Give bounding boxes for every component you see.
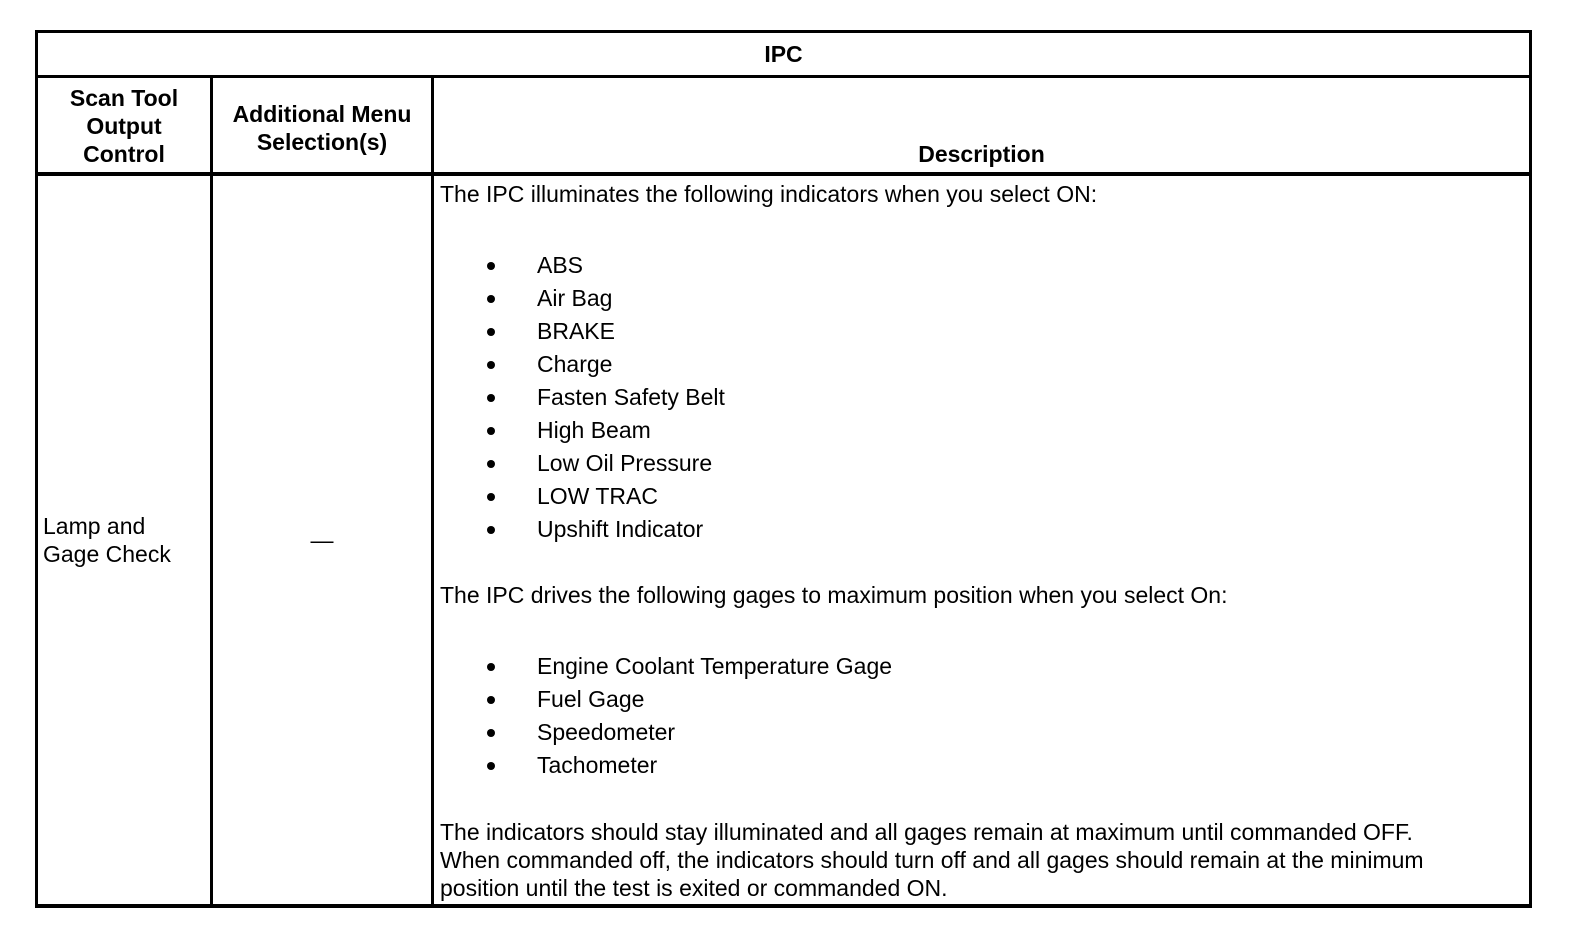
bullet-icon <box>487 361 495 369</box>
bullet-icon <box>487 295 495 303</box>
list-item: Speedometer <box>434 716 892 749</box>
list-item: Fuel Gage <box>434 683 892 716</box>
bullet-icon <box>487 526 495 534</box>
list-item: High Beam <box>434 414 725 447</box>
bullet-icon <box>487 262 495 270</box>
bullet-icon <box>487 394 495 402</box>
list-item: LOW TRAC <box>434 480 725 513</box>
table-title: IPC <box>38 33 1529 78</box>
ipc-table <box>35 30 1532 908</box>
header-scan-tool-output-control: Scan Tool Output Control <box>69 85 179 167</box>
indicators-intro: The IPC illuminates the following indicators when you select ON: <box>440 181 1098 207</box>
closing-paragraph: The indicators should stay illuminated and all gages remain at maximum until commanded OFF. When commanded off, the indicators should turn off and all gages should remain at the minimum position until the test is exited or commanded ON. <box>440 819 1424 901</box>
list-item: Tachometer <box>434 749 892 782</box>
list-item: Air Bag <box>434 282 725 315</box>
gage-list <box>434 650 892 782</box>
bullet-icon <box>487 696 495 704</box>
bullet-icon <box>487 493 495 501</box>
bullet-icon <box>487 762 495 770</box>
gages-intro: The IPC drives the following gages to maximum position when you select On: <box>440 582 1228 608</box>
menu-selection-cell: — <box>310 526 334 553</box>
list-item: Fasten Safety Belt <box>434 381 725 414</box>
bullet-icon <box>487 328 495 336</box>
list-item: Low Oil Pressure <box>434 447 725 480</box>
bullet-icon <box>487 729 495 737</box>
bullet-icon <box>487 427 495 435</box>
indicator-list <box>434 249 725 546</box>
list-item: ABS <box>434 249 725 282</box>
header-additional-menu-selections: Additional Menu Selection(s) <box>232 101 412 155</box>
control-cell: Lamp and Gage Check <box>43 513 171 567</box>
bullet-icon <box>487 663 495 671</box>
list-item: Engine Coolant Temperature Gage <box>434 650 892 683</box>
description-cell <box>434 176 1529 904</box>
header-row <box>38 78 1529 176</box>
header-description: Description <box>918 141 1045 167</box>
list-item: Charge <box>434 348 725 381</box>
table-row <box>38 176 1529 904</box>
list-item: BRAKE <box>434 315 725 348</box>
bullet-icon <box>487 460 495 468</box>
list-item: Upshift Indicator <box>434 513 725 546</box>
